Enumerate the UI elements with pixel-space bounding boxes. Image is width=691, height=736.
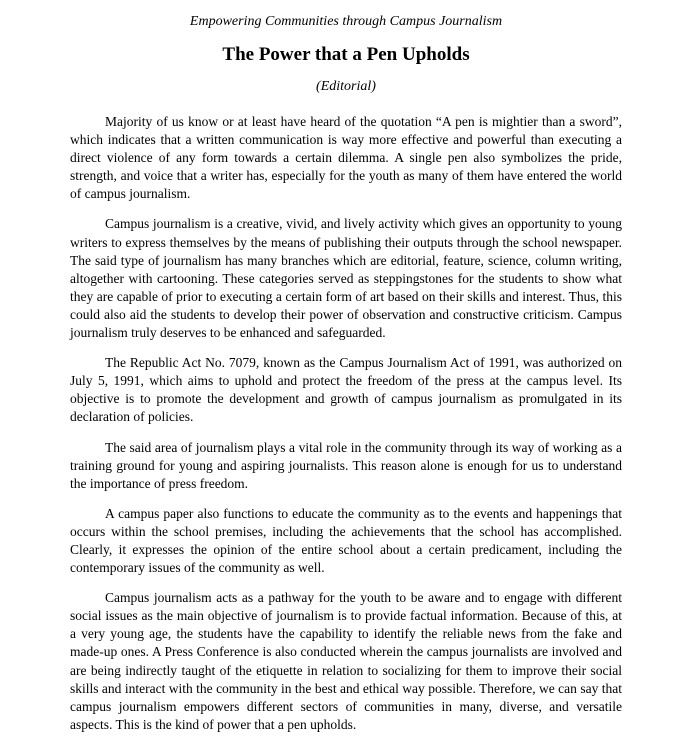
document-body <box>70 113 622 734</box>
document-subtitle: (Editorial) <box>316 79 376 94</box>
paragraph-republic-act: The Republic Act No. 7079, known as the Campus Journalism Act of 1991, was authorized on July 5, 1991, which aims to uphold and protect the freedom of the press at the campus level. Its objective is to promote the development and growth of campus journalism as promulgated in its declaration of policies. <box>70 355 622 425</box>
paragraph-training-ground: The said area of journalism plays a vital role in the community through its way of working as a training ground for young and aspiring journalists. This reason alone is enough for us to understand the importance of press freedom. <box>70 439 622 491</box>
document-title: The Power that a Pen Upholds <box>222 44 470 65</box>
paragraph-conclusion: Campus journalism acts as a pathway for the youth to be aware and to engage with different social issues as the main objective of journalism is to provide factual information. Because of this, at a very young age, the students have the capability to identify the reliable news from the fake and made-up ones. A Press Conference is also conducted wherein the campus journalists are involved and are being indirectly taught of the etiquette in relation to socializing for them to improve their social skills and interact with the community in the best and ethical way possible. Therefore, we can say that campus journalism empowers different sectors of communities in many, diverse, and versatile aspects. This is the kind of power that a pen upholds. <box>70 590 622 732</box>
document-header: Empowering Communities through Campus Journalism <box>189 14 503 29</box>
paragraph-campus-journalism-activity: Campus journalism is a creative, vivid, and lively activity which gives an opportunity to young writers to express themselves by the means of publishing their outputs through the school newspaper. The said type of journalism has many branches which are editorial, feature, science, column writing, altogether with cartooning. These categories served as steppingstones for the students to show what they are capable of prior to executing a certain form of art based on their skills and interest. Thus, this could also aid the students to develop their power of observation and constructive criticism. Campus journalism truly deserves to be enhanced and safeguarded. <box>70 216 622 341</box>
paragraph-campus-paper-functions: A campus paper also functions to educate the community as to the events and happenings that occurs within the school premises, including the achievements that the school has accomplished. Clearly, it expresses the opinion of the entire school about a certain predicament, including the contemporary issues of the community as well. <box>70 505 622 576</box>
paragraph-intro: Majority of us know or at least have heard of the quotation “A pen is mightier than a sword”, which indicates that a written communication is way more effective and powerful than executing a direct violence of any form towards a certain dilemma. A single pen also symbolizes the pride, strength, and voice that a writer has, especially for the youth as many of them have entered the world of campus journalism. <box>70 114 622 202</box>
